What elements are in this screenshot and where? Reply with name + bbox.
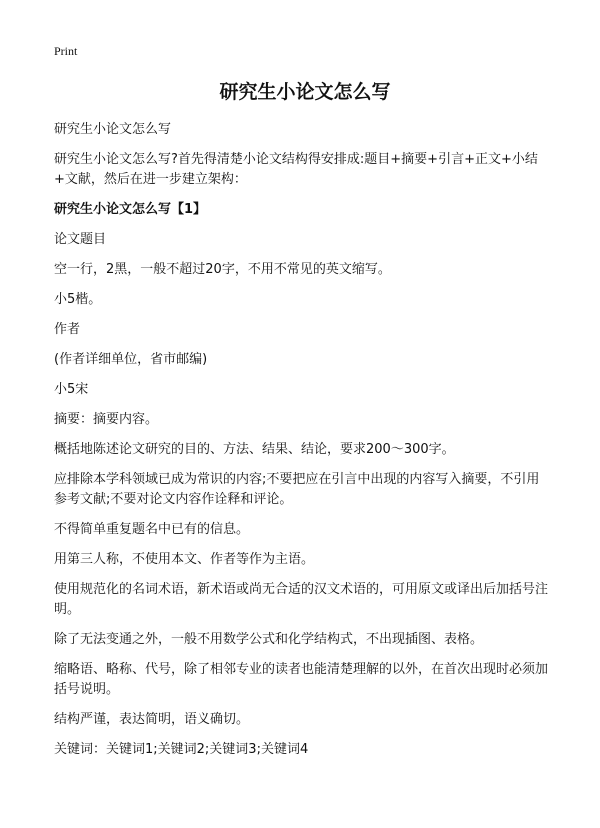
paragraph-no-formulas: 除了无法变通之外，一般不用数学公式和化学结构式，不出现插图、表格。 [54, 632, 484, 647]
paragraph-third-person: 用第三人称，不使用本文、作者等作为主语。 [54, 552, 315, 567]
document-body [54, 120, 552, 760]
paragraph-intro: 研究生小论文怎么写?首先得清楚小论文结构得安排成:题目+摘要+引言+正文+小结+文献，然后在进一步建立架构： [54, 152, 538, 187]
paragraph-terminology: 使用规范化的名词术语，新术语或尚无合适的汉文术语的，可用原文或译出后加括号注明。 [54, 582, 549, 617]
print-label: Print [54, 44, 78, 58]
paragraph-keywords: 关键词：关键词1;关键词2;关键词3;关键词4 [54, 742, 309, 757]
paragraph-thesis-title: 论文题目 [54, 232, 107, 247]
section-heading: 研究生小论文怎么写【1】 [54, 202, 207, 217]
paragraph-abstract: 摘要：摘要内容。 [54, 412, 159, 427]
paragraph-abstract-exclusions: 应排除本学科领域已成为常识的内容;不要把应在引言中出现的内容写入摘要，不引用参考文献;不要对论文内容作诠释和评论。 [54, 472, 540, 507]
paragraph-author: 作者 [54, 322, 81, 337]
document-title: 研究生小论文怎么写 [219, 81, 391, 103]
paragraph-font-kai: 小5楷。 [54, 292, 102, 307]
paragraph-structure: 结构严谨，表达简明，语义确切。 [54, 712, 250, 727]
paragraph-no-repeat: 不得简单重复题名中已有的信息。 [54, 522, 250, 537]
paragraph-author-unit: (作者详细单位，省市邮编) [54, 352, 208, 367]
paragraph-font-song: 小5宋 [54, 382, 89, 397]
paragraph-abstract-summary: 概括地陈述论文研究的目的、方法、结果、结论，要求200～300字。 [54, 442, 455, 457]
paragraph-subtitle: 研究生小论文怎么写 [54, 122, 172, 137]
paragraph-title-format: 空一行，2黑，一般不超过20字，不用不常见的英文缩写。 [54, 262, 391, 277]
paragraph-abbreviations: 缩略语、略称、代号，除了相邻专业的读者也能清楚理解的以外，在首次出现时必须加括号说明。 [54, 662, 549, 697]
